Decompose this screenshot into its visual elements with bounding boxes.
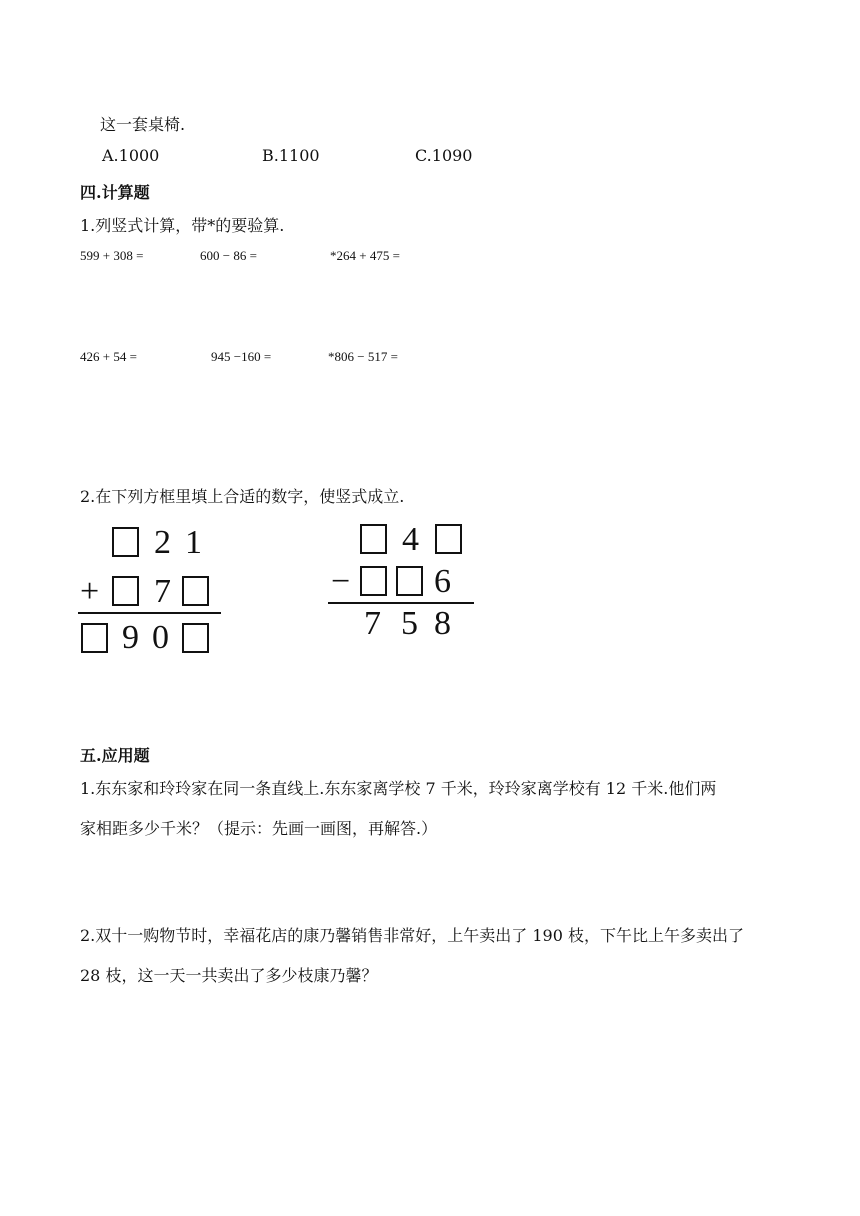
- blank-box[interactable]: [81, 623, 108, 653]
- blank-box[interactable]: [360, 566, 387, 596]
- digit: 7: [154, 573, 171, 610]
- option-b: B.1100: [262, 146, 320, 165]
- digit: 7: [364, 605, 381, 642]
- section5-heading: 五.应用题: [80, 746, 150, 765]
- calc-expression: 426 + 54 =: [80, 349, 137, 364]
- blank-box[interactable]: [396, 566, 423, 596]
- difference-line: [328, 602, 474, 604]
- digit: 4: [402, 521, 419, 558]
- section5-q2-line1: 2.双十一购物节时，幸福花店的康乃馨销售非常好，上午卖出了 190 枝，下午比上午多卖出了: [80, 926, 744, 945]
- calc-expression: 945 −160 =: [211, 349, 272, 364]
- digit: 2: [154, 524, 171, 561]
- digit: 1: [185, 524, 202, 561]
- option-a: A.1000: [102, 146, 160, 165]
- section4-heading: 四.计算题: [80, 183, 150, 202]
- section5-q2-line2: 28 枝，这一天一共卖出了多少枝康乃馨？: [80, 966, 378, 985]
- sum-line: [78, 612, 221, 614]
- calc-expression: *806 − 517 =: [328, 349, 398, 364]
- section5-q1-line1: 1.东东家和玲玲家在同一条直线上.东东家离学校 7 千米，玲玲家离学校有 12 千米.他们两: [80, 779, 717, 798]
- blank-box[interactable]: [112, 576, 139, 606]
- section4-q1-text: 1.列竖式计算，带*的要验算.: [80, 216, 285, 235]
- calc-expression: 599 + 308 =: [80, 248, 144, 263]
- option-c: C.1090: [415, 146, 473, 165]
- section4-q2-text: 2.在下列方框里填上合适的数字，使竖式成立.: [80, 487, 405, 506]
- digit: 8: [434, 605, 451, 642]
- plus-sign: +: [80, 573, 100, 610]
- carry-line: 这一套桌椅.: [100, 115, 186, 134]
- subtraction-puzzle: [326, 520, 476, 645]
- digit: 0: [152, 619, 169, 656]
- section5-q1-line2: 家相距多少千米？（提示：先画一画图，再解答.）: [80, 819, 438, 838]
- blank-box[interactable]: [360, 524, 387, 554]
- blank-box[interactable]: [112, 527, 139, 557]
- blank-box[interactable]: [182, 623, 209, 653]
- blank-box[interactable]: [182, 576, 209, 606]
- blank-box[interactable]: [435, 524, 462, 554]
- digit: 9: [122, 619, 139, 656]
- calc-expression: 600 − 86 =: [200, 248, 257, 263]
- digit: 6: [434, 563, 451, 600]
- calc-expression: *264 + 475 =: [330, 248, 400, 263]
- addition-puzzle: [78, 522, 228, 662]
- minus-sign: −: [331, 563, 351, 600]
- digit: 5: [401, 605, 418, 642]
